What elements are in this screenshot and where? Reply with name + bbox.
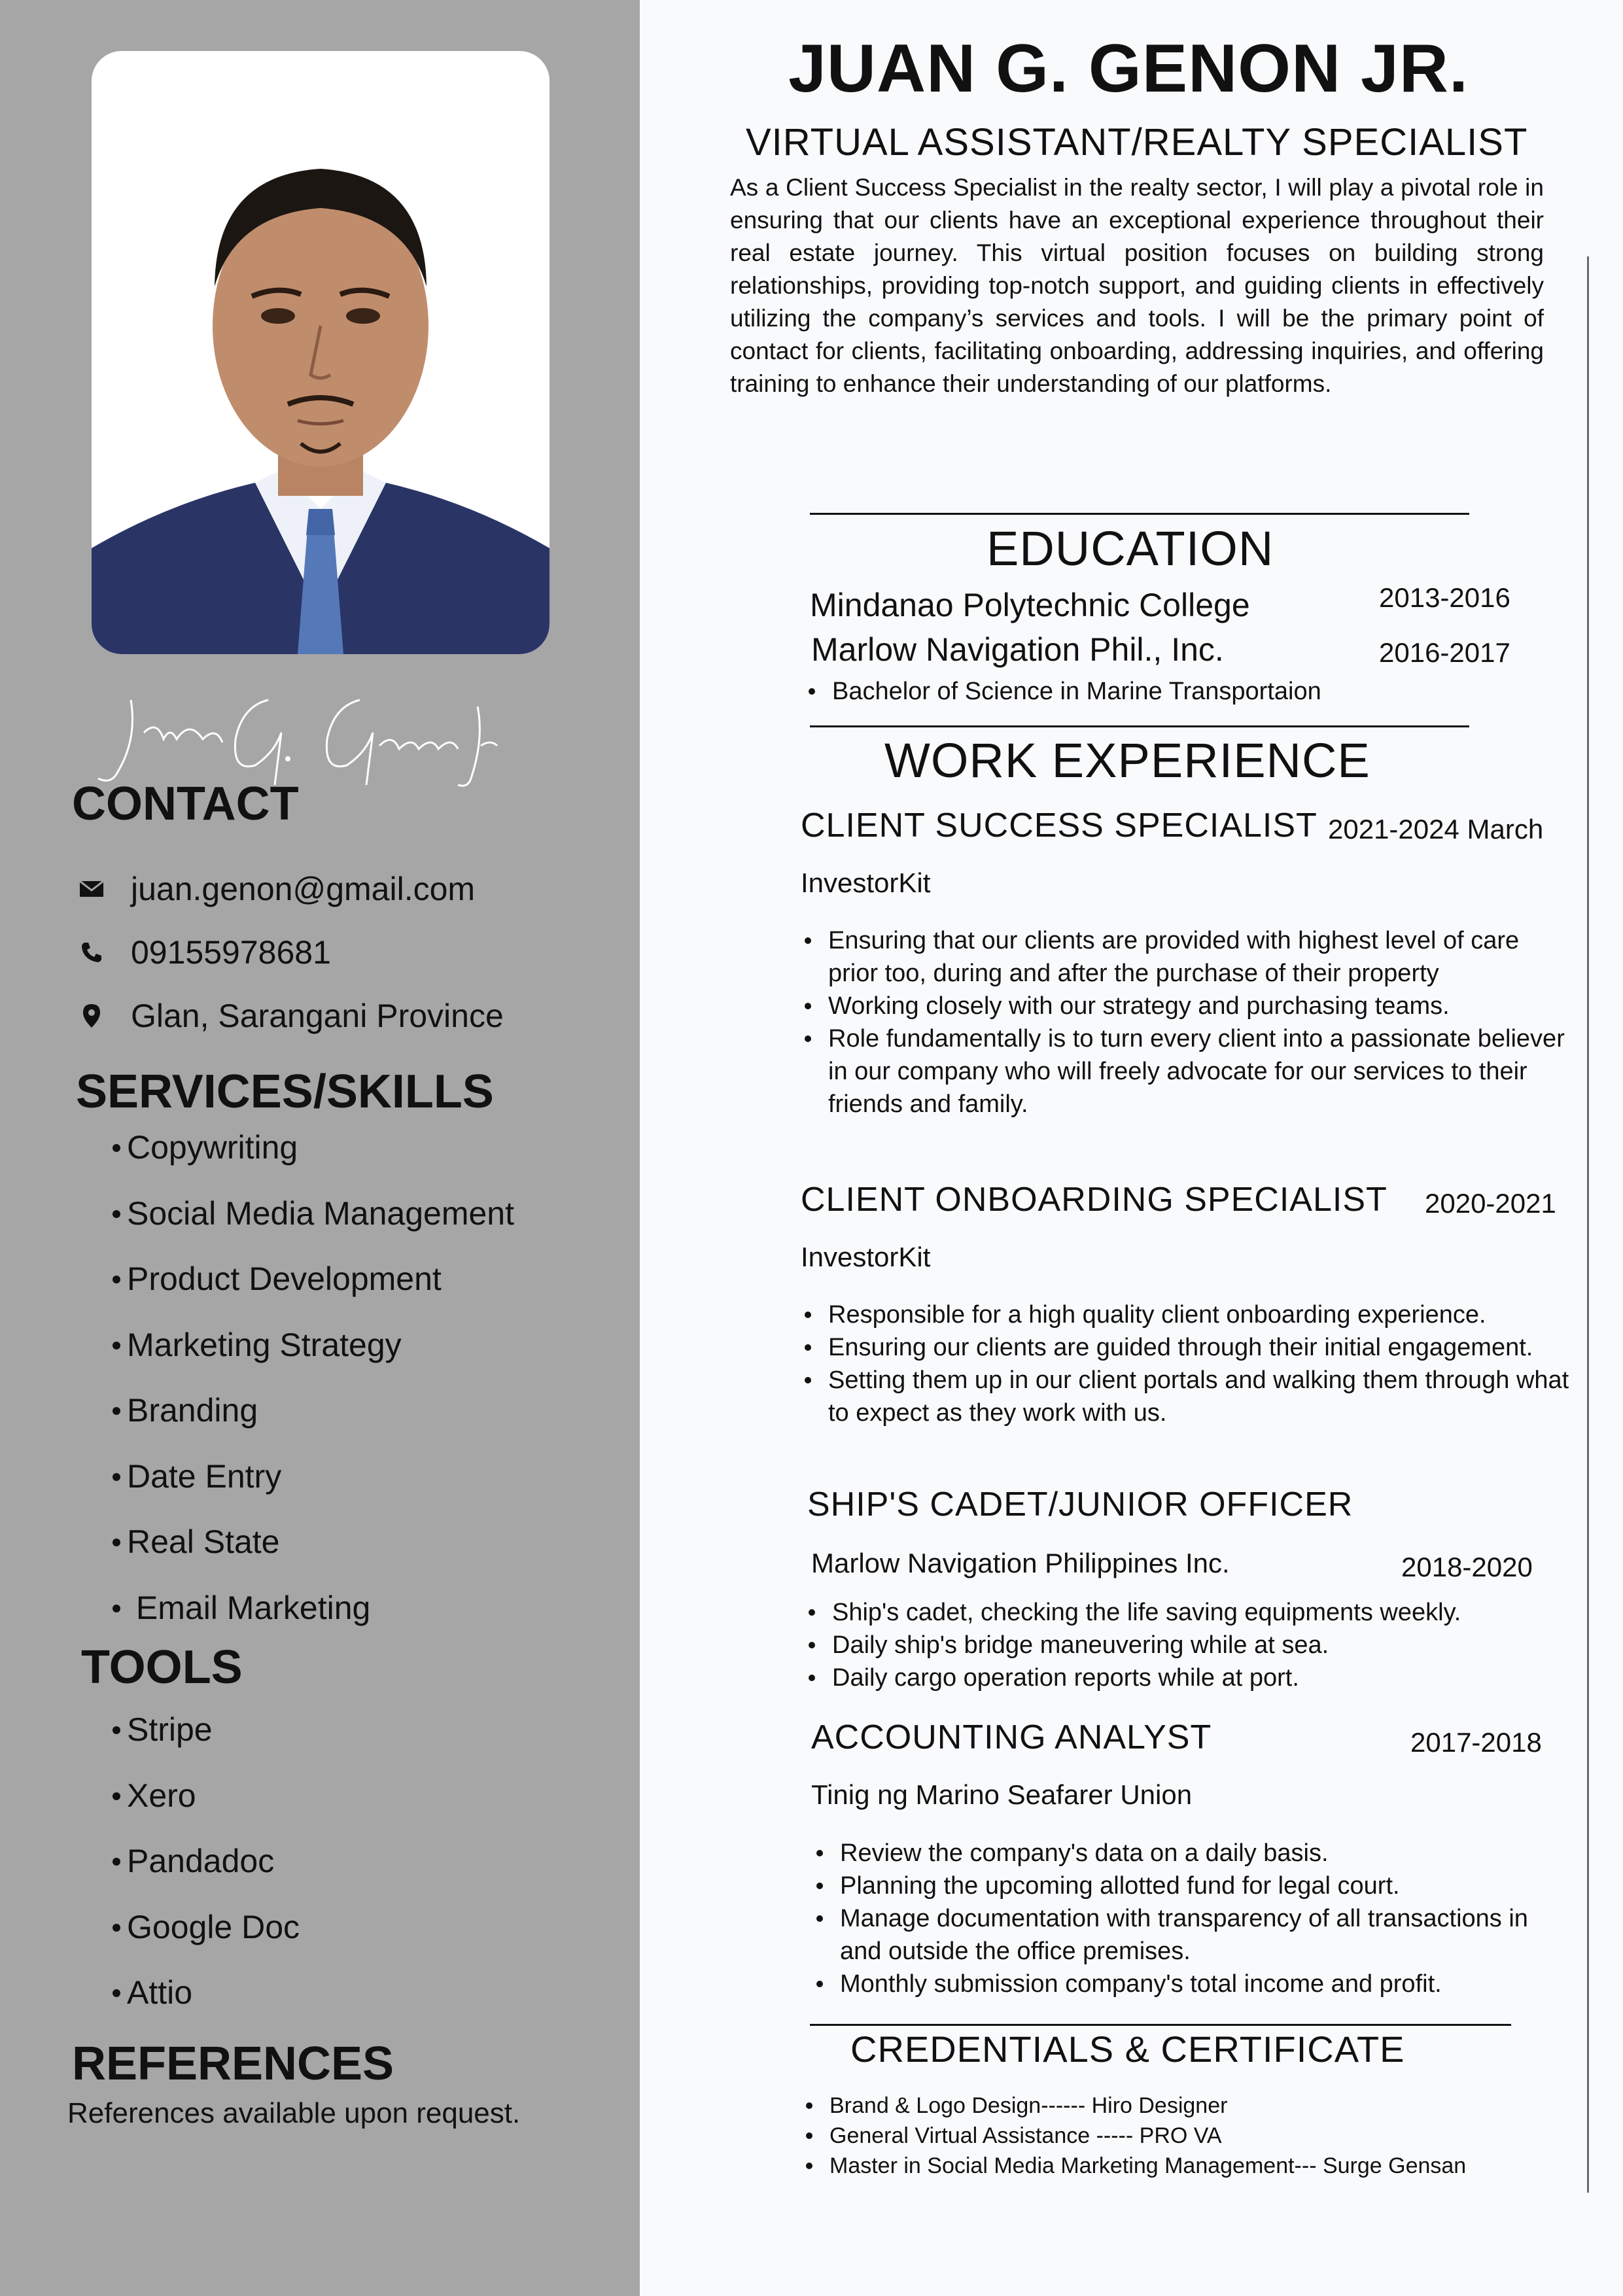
tool-item: Google Doc [92,1906,300,1972]
location-text: Glan, Sarangani Province [131,998,504,1034]
contact-location [72,993,504,1039]
job-duty: Monthly submission company's total income and profit. [811,1968,1544,2000]
job-duty: Ship's cadet, checking the life saving equipments weekly. [803,1596,1575,1629]
divider [810,513,1469,515]
job-duties [803,1596,1575,1694]
divider [810,725,1469,727]
signature-image [85,680,504,791]
job-period: 2020-2021 [1425,1188,1556,1219]
phone-text[interactable]: 09155978681 [131,934,331,971]
profile-summary: As a Client Success Specialist in the realty sector, I will play a pivotal role in ensuring that our clients have an exceptional experience throughout their real estate journey. This virtual position focuses on building strong relationships, providing top-notch support, and guiding clients in effectively utilizing the company’s services and tools. I will be the primary point of contact for clients, facilitating onboarding, addressing inquiries, and offering training to enhance their understanding of our platforms. [730,174,1544,397]
skill-item: Copywriting [92,1126,514,1192]
job-duties [799,924,1571,1121]
vertical-divider [1587,256,1589,2193]
tools-list [92,1709,300,2038]
location-pin-icon [72,1003,111,1028]
job-title: ACCOUNTING ANALYST [811,1718,1212,1756]
credentials-heading: CREDENTIALS & CERTIFICATE [850,2028,1405,2070]
skill-item: Real State [92,1521,514,1587]
skill-item: Product Development [92,1258,514,1324]
job-duty: Planning the upcoming allotted fund for legal court. [811,1870,1544,1902]
job-company: Marlow Navigation Philippines Inc. [811,1548,1230,1578]
job-duty: Daily ship's bridge maneuvering while at sea. [803,1629,1575,1661]
education-degree-list [803,675,1321,708]
job-duty: Working closely with our strategy and purchasing teams. [799,990,1571,1022]
skill-item: Email Marketing [92,1587,514,1653]
email-text[interactable]: juan.genon@gmail.com [131,871,476,907]
job-duty: Setting them up in our client portals and walking them through what to expect as they work with us. [799,1364,1571,1429]
job-period: 2017-2018 [1410,1727,1542,1758]
contact-heading: CONTACT [72,778,299,830]
job-title: SHIP'S CADET/JUNIOR OFFICER [807,1486,1353,1523]
job-duty: Ensuring that our clients are provided with highest level of care prior too, during and after the purchase of their property [799,924,1571,990]
job-company: InvestorKit [801,867,931,898]
references-text: References available upon request. [67,2097,521,2129]
skill-item: Social Media Management [92,1192,514,1259]
job-period: 2018-2020 [1401,1552,1533,1582]
skills-list [92,1126,514,1652]
job-title-headline: VIRTUAL ASSISTANT/REALTY SPECIALIST [746,121,1528,164]
job-duty: Manage documentation with transparency of all transactions in and outside the office premises. [811,1902,1544,1968]
skills-heading: SERVICES/SKILLS [76,1066,494,1118]
job-duty: Review the company's data on a daily basis. [811,1837,1544,1870]
education-degree: Bachelor of Science in Marine Transportaion [803,675,1321,708]
education-years: 2016-2017 [1379,637,1510,668]
tool-item: Stripe [92,1709,300,1775]
tool-item: Xero [92,1775,300,1841]
signature-text: Juan G. Genon Jr [85,680,90,681]
job-duty: Role fundamentally is to turn every client into a passionate believer in our company who will freely advocate for our services to their friends and family. [799,1022,1571,1121]
contact-email [72,866,475,912]
credentials-list [801,2091,1586,2181]
profile-photo [92,51,550,654]
job-duties [811,1837,1544,2000]
credential-item: Brand & Logo Design------ Hiro Designer [801,2091,1586,2121]
job-duty: Ensuring our clients are guided through their initial engagement. [799,1331,1571,1364]
references-heading: REFERENCES [72,2038,394,2090]
job-company: Tinig ng Marino Seafarer Union [811,1779,1193,1810]
education-school: Mindanao Polytechnic College [810,587,1250,623]
candidate-name: JUAN G. GENON JR. [788,31,1469,107]
education-heading: EDUCATION [986,521,1274,576]
job-duty: Daily cargo operation reports while at port. [803,1661,1575,1694]
tool-item: Pandadoc [92,1840,300,1906]
job-duty: Responsible for a high quality client onboarding experience. [799,1298,1571,1331]
skill-item: Branding [92,1389,514,1455]
education-school: Marlow Navigation Phil., Inc. [811,631,1224,668]
skill-item: Marketing Strategy [92,1324,514,1390]
phone-icon [72,941,111,964]
education-years: 2013-2016 [1379,582,1510,613]
job-duties [799,1298,1571,1429]
tool-item: Attio [92,1972,300,2038]
job-company: InvestorKit [801,1242,931,1272]
tools-heading: TOOLS [81,1641,243,1694]
job-period: 2021-2024 March [1328,814,1544,844]
credential-item: Master in Social Media Marketing Management--- Surge Gensan [801,2151,1586,2181]
divider [810,2024,1511,2026]
work-heading: WORK EXPERIENCE [884,733,1370,788]
job-title: CLIENT ONBOARDING SPECIALIST [801,1181,1387,1219]
skill-item: Date Entry [92,1455,514,1522]
contact-phone [72,930,331,975]
mail-icon [72,880,111,897]
job-title: CLIENT SUCCESS SPECIALIST [801,807,1318,844]
credential-item: General Virtual Assistance ----- PRO VA [801,2121,1586,2151]
